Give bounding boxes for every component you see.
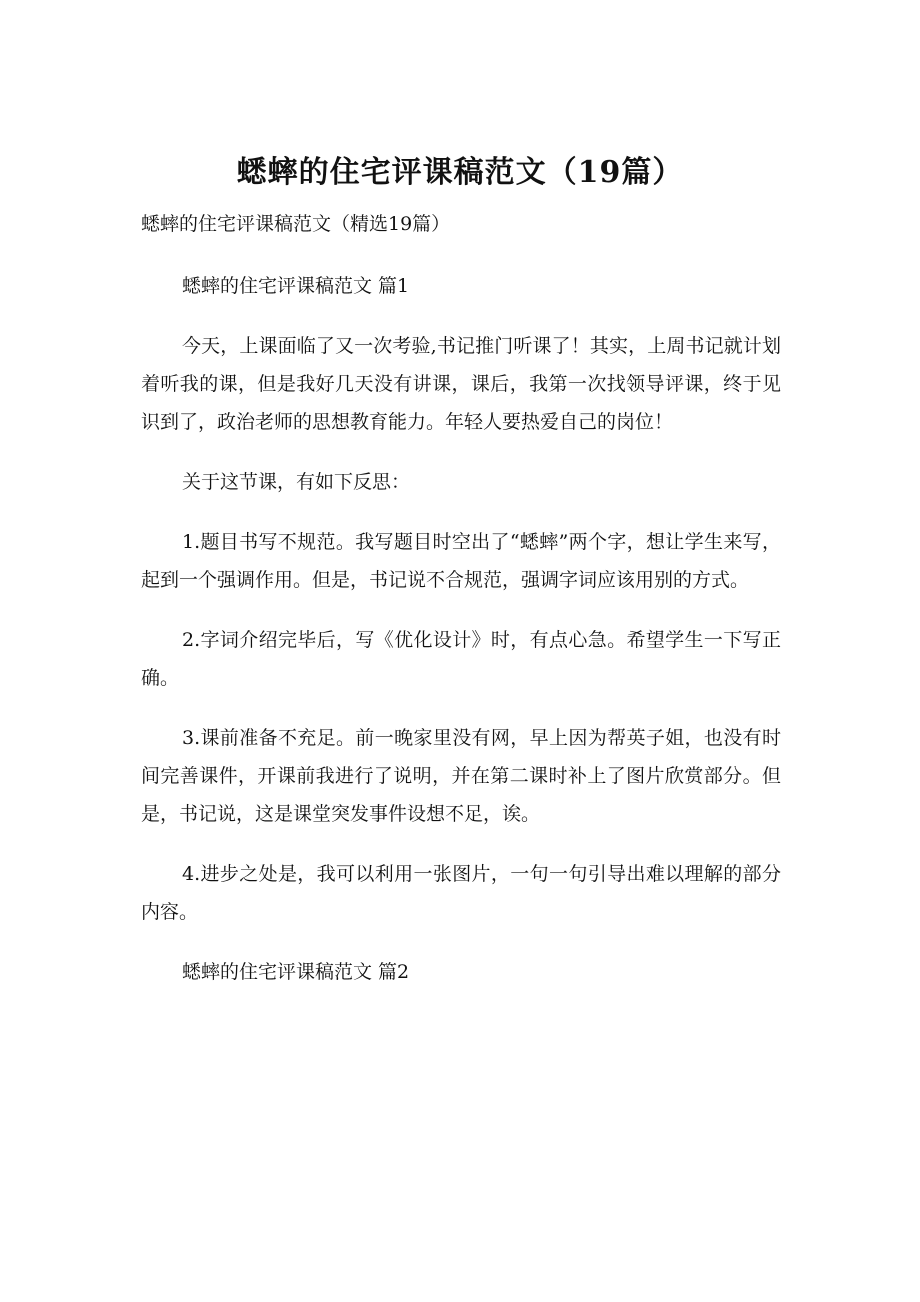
section-heading-1: 蟋蟀的住宅评课稿范文 篇1 [182,275,410,297]
paragraph-point-4: 4.进步之处是，我可以利用一张图片，一句一句引导出难以理解的部分内容。 [141,863,781,923]
paragraph-point-2: 2.字词介绍完毕后，写《优化设计》时，有点心急。希望学生一下写正确。 [141,629,781,689]
paragraph-reflection-lead: 关于这节课，有如下反思： [182,471,411,493]
document-subtitle: 蟋蟀的住宅评课稿范文（精选19篇） [141,213,451,235]
paragraph-point-3: 3.课前准备不充足。前一晚家里没有网，早上因为帮英子姐，也没有时间完善课件，开课前我进行了说明，并在第二课时补上了图片欣赏部分。但是，书记说，这是课堂突发事件设想不足，诶。 [141,727,781,825]
paragraph-point-1: 1.题目书写不规范。我写题目时空出了“蟋蟀”两个字，想让学生来写，起到一个强调作用。但是，书记说不合规范，强调字词应该用别的方式。 [141,531,781,591]
section-heading-2: 蟋蟀的住宅评课稿范文 篇2 [182,961,410,983]
paragraph-intro: 今天，上课面临了又一次考验,书记推门听课了！其实，上周书记就计划着听我的课，但是我好几天没有讲课，课后，我第一次找领导评课，终于见识到了，政治老师的思想教育能力。年轻人要热爱自己的岗位！ [141,335,781,433]
document-body [141,267,781,1013]
document-title: 蟋蟀的住宅评课稿范文（19篇） [236,155,684,190]
